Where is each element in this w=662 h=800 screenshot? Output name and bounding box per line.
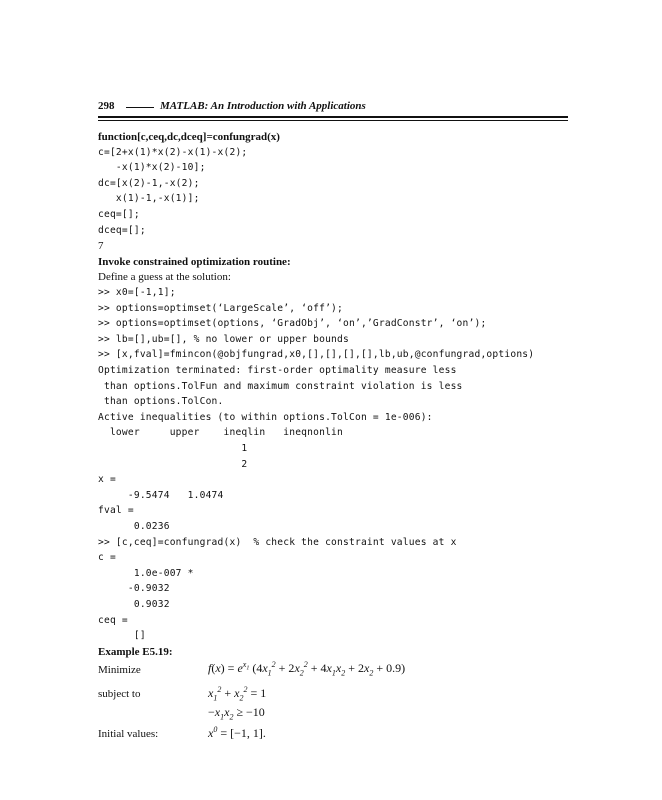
header-dash <box>126 107 154 108</box>
constraint-inequality <box>208 705 265 721</box>
code-line: -0.9032 <box>98 583 170 595</box>
constraint1-expression: $x_1^2 + x_2^2 = 1$ <box>208 685 267 703</box>
code-line: than options.TolCon. <box>98 396 224 408</box>
code-line: 0.0236 <box>98 521 170 532</box>
code-line: 1.0e-007 * <box>98 567 194 579</box>
code-line: -9.5474 1.0474 <box>98 489 224 501</box>
constraint-equality <box>208 685 266 702</box>
page-number: 298 <box>98 100 115 112</box>
example-title: Example E5.19: <box>98 646 173 658</box>
objective-expression: $f(x) = e^{x_1}$ $(4x_1^2 + 2x_2^2 + 4x_1x_2 + 2x_2 + 0.9)$ <box>208 660 406 678</box>
code-line: 1 <box>98 443 248 454</box>
minimize-label: Minimize <box>98 664 141 676</box>
constraint2-expression: $-x_1x_2 \ge -10$ <box>208 705 265 722</box>
code-line: x(1)-1,-x(1)]; <box>98 193 200 205</box>
code-line: >> [c,ceq]=confungrad(x) % check the constraint values at x <box>98 536 457 548</box>
code-line: -x(1)*x(2)-10]; <box>98 162 206 174</box>
code-line: >> [x,fval]=fmincon(@objfungrad,x0,[],[],[],[],lb,ub,@confungrad,options) <box>98 349 535 361</box>
text-line: 7 <box>98 240 104 253</box>
code-line: than options.TolFun and maximum constraint violation is less <box>98 380 463 392</box>
code-line: lower upper ineqlin ineqnonlin <box>98 427 344 439</box>
code-line: x = <box>98 474 116 486</box>
code-line: Optimization terminated: first-order optimality measure less <box>98 365 457 376</box>
initial-label: Initial values: <box>98 728 159 740</box>
initial-values <box>208 725 266 741</box>
code-line: Active inequalities (to within options.TolCon = 1e-006): <box>98 411 433 423</box>
code-line: c=[2+x(1)*x(2)-x(1)-x(2); <box>98 146 248 158</box>
code-line: 0.9032 <box>98 599 170 610</box>
text-line: Invoke constrained optimization routine: <box>98 255 291 268</box>
initial-values-expression: $x^0 = [-1$, 1]. <box>208 725 266 740</box>
code-line: >> x0=[-1,1]; <box>98 287 176 298</box>
code-line: ceq=[]; <box>98 209 140 220</box>
code-line: dceq=[]; <box>98 224 146 236</box>
code-line: [] <box>98 630 146 642</box>
code-line: fval = <box>98 505 134 517</box>
header-rule-thin <box>98 120 568 121</box>
code-line: >> lb=[],ub=[], % no lower or upper bounds <box>98 333 349 345</box>
code-line: >> options=optimset(options, ‘GradObj’, ‘on’,’GradConstr’, ‘on’); <box>98 318 487 330</box>
objective-function <box>208 660 405 677</box>
code-line: >> options=optimset(‘LargeScale’, ‘off’); <box>98 302 344 314</box>
code-line: 2 <box>98 458 248 470</box>
code-line: dc=[x(2)-1,-x(2); <box>98 177 200 189</box>
page-header <box>98 100 568 114</box>
code-line: ceq = <box>98 614 128 626</box>
text-line: Define a guess at the solution: <box>98 271 231 284</box>
header-rule-thick <box>98 116 568 118</box>
subject-label: subject to <box>98 688 141 700</box>
book-title: MATLAB: An Introduction with Applications <box>160 100 366 112</box>
text-line: function[c,ceq,dc,dceq]=confungrad(x) <box>98 131 280 143</box>
code-line: c = <box>98 552 116 564</box>
